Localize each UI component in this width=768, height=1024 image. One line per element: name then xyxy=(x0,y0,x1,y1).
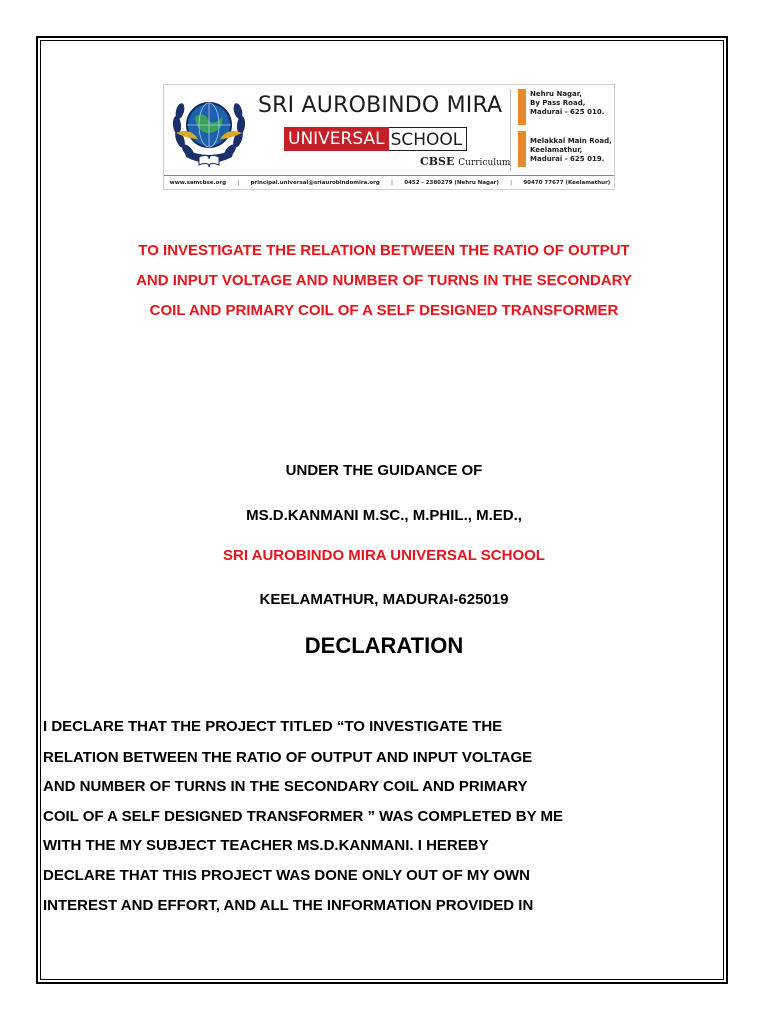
logo-school-name: SRI AUROBINDO MIRA xyxy=(258,93,503,118)
school-name: SRI AUROBINDO MIRA UNIVERSAL SCHOOL xyxy=(223,547,545,564)
contact-phone-1: 0452 - 2380279 (Nehru Nagar) xyxy=(404,180,499,186)
address-2-line: Keelamathur, xyxy=(530,146,583,154)
logo-addresses xyxy=(516,85,615,173)
address-marker-1 xyxy=(518,89,526,125)
address-1 xyxy=(530,90,604,117)
logo-universal-school xyxy=(284,127,467,151)
contact-website: www.samcbse.org xyxy=(169,180,227,186)
declaration-line: INTEREST AND EFFORT, AND ALL THE INFORMATION PROVIDED IN xyxy=(43,897,534,914)
school-logo-banner xyxy=(163,84,615,190)
logo-cbse-text: CBSE xyxy=(420,155,455,168)
declaration-line: WITH THE MY SUBJECT TEACHER MS.D.KANMANI. I HEREBY xyxy=(43,837,489,854)
contact-phone-2: 90470 77677 (Keelamathur) xyxy=(523,180,611,186)
project-title-line: COIL AND PRIMARY COIL OF A SELF DESIGNED TRANSFORMER xyxy=(149,302,619,319)
project-title-line: TO INVESTIGATE THE RELATION BETWEEN THE RATIO OF OUTPUT xyxy=(138,242,630,259)
address-2-line: Madurai - 625 019. xyxy=(530,155,605,163)
address-2 xyxy=(530,137,612,164)
logo-school-text: SCHOOL xyxy=(389,127,468,151)
guidance-label: UNDER THE GUIDANCE OF xyxy=(285,462,483,479)
declaration-line: I DECLARE THAT THE PROJECT TITLED “TO INVESTIGATE THE xyxy=(43,718,503,735)
logo-curriculum-text: Curriculum xyxy=(458,158,511,168)
contact-email: principal.universal@sriaurobindomira.org xyxy=(250,180,380,186)
address-1-line: By Pass Road, xyxy=(530,99,586,107)
address-1-line: Madurai - 625 010. xyxy=(530,108,605,116)
contact-separator: | xyxy=(510,180,513,186)
project-title-line: AND INPUT VOLTAGE AND NUMBER OF TURNS IN THE SECONDARY xyxy=(136,272,632,289)
school-location: KEELAMATHUR, MADURAI-625019 xyxy=(259,591,509,608)
teacher-name: MS.D.KANMANI M.SC., M.PHIL., M.ED., xyxy=(246,507,522,524)
declaration-heading: DECLARATION xyxy=(304,633,464,658)
address-2-line: Melakkal Main Road, xyxy=(530,137,612,145)
contact-separator: | xyxy=(391,180,394,186)
school-emblem-icon xyxy=(168,87,250,173)
logo-contact-strip xyxy=(164,175,615,190)
address-marker-2 xyxy=(518,131,526,167)
logo-cbse xyxy=(420,155,510,168)
declaration-line: DECLARE THAT THIS PROJECT WAS DONE ONLY OUT OF MY OWN xyxy=(43,867,530,884)
declaration-line: RELATION BETWEEN THE RATIO OF OUTPUT AND INPUT VOLTAGE xyxy=(43,749,533,766)
declaration-line: AND NUMBER OF TURNS IN THE SECONDARY COIL AND PRIMARY xyxy=(43,778,528,795)
logo-divider xyxy=(510,89,511,171)
declaration-line: COIL OF A SELF DESIGNED TRANSFORMER ” WAS COMPLETED BY ME xyxy=(43,808,564,825)
contact-separator: | xyxy=(237,180,240,186)
address-1-line: Nehru Nagar, xyxy=(530,90,582,98)
logo-universal-text: UNIVERSAL xyxy=(284,127,389,151)
